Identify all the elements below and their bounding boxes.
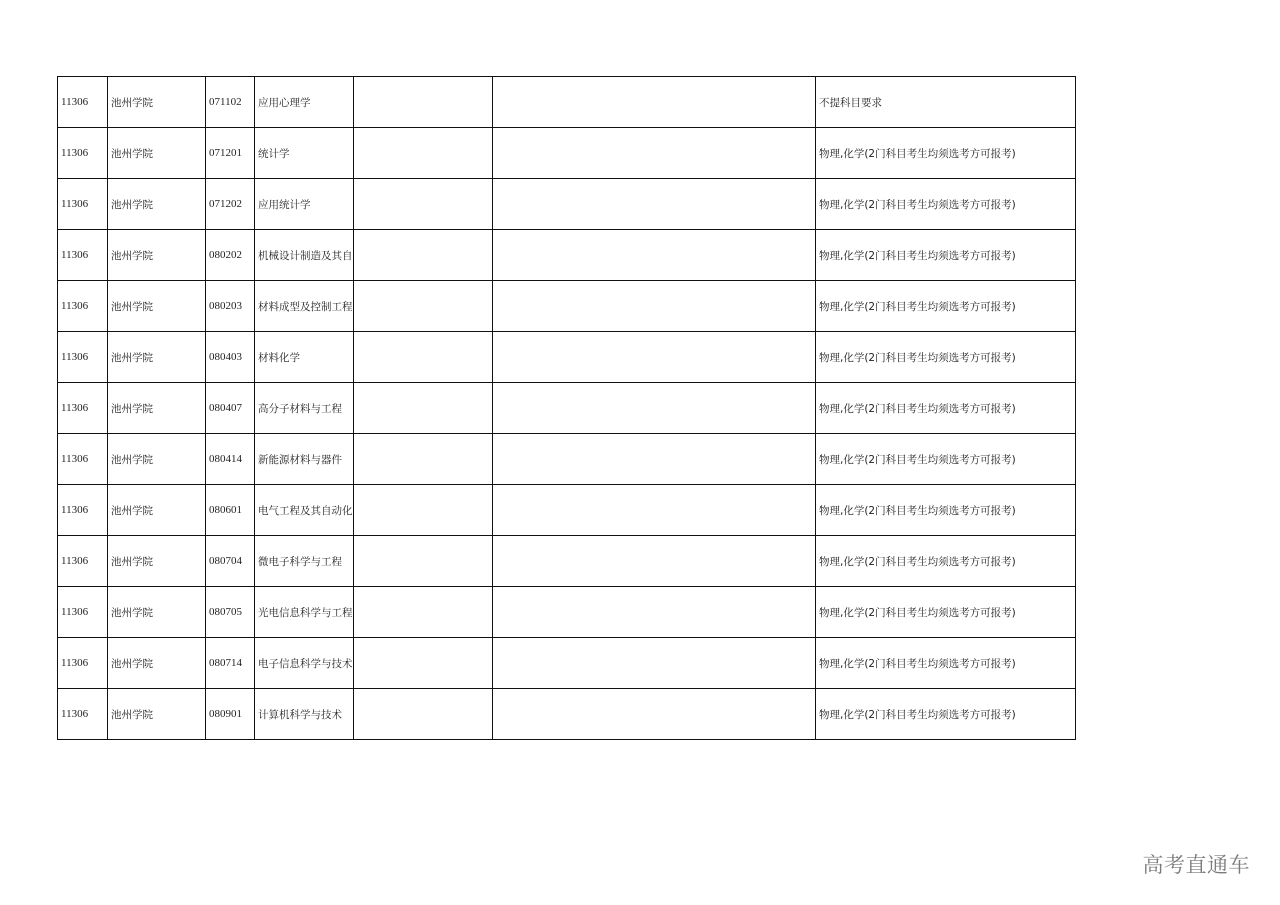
major-name-cell: 材料化学 (255, 332, 354, 383)
empty-cell (493, 128, 816, 179)
empty-cell (493, 536, 816, 587)
empty-cell (354, 383, 493, 434)
empty-cell (493, 485, 816, 536)
subject-requirement-cell: 物理,化学(2门科目考生均须选考方可报考) (816, 689, 1076, 740)
empty-cell (493, 230, 816, 281)
major-code-cell: 080705 (206, 587, 255, 638)
subject-requirement-cell: 不提科目要求 (816, 77, 1076, 128)
school-name-cell: 池州学院 (108, 383, 206, 434)
major-code-cell: 080901 (206, 689, 255, 740)
subject-requirement-cell: 物理,化学(2门科目考生均须选考方可报考) (816, 383, 1076, 434)
table-row (58, 485, 1076, 536)
empty-cell (354, 179, 493, 230)
major-code-cell: 080601 (206, 485, 255, 536)
major-name-cell: 光电信息科学与工程 (255, 587, 354, 638)
subject-requirement-cell: 物理,化学(2门科目考生均须选考方可报考) (816, 281, 1076, 332)
school-code-cell: 11306 (58, 587, 108, 638)
major-code-cell: 080203 (206, 281, 255, 332)
school-code-cell: 11306 (58, 434, 108, 485)
subject-requirement-cell: 物理,化学(2门科目考生均须选考方可报考) (816, 485, 1076, 536)
empty-cell (493, 179, 816, 230)
table-row (58, 128, 1076, 179)
empty-cell (354, 485, 493, 536)
table-row (58, 434, 1076, 485)
subject-requirement-cell: 物理,化学(2门科目考生均须选考方可报考) (816, 179, 1076, 230)
major-code-cell: 080202 (206, 230, 255, 281)
major-code-cell: 080714 (206, 638, 255, 689)
empty-cell (354, 587, 493, 638)
empty-cell (354, 128, 493, 179)
school-code-cell: 11306 (58, 128, 108, 179)
empty-cell (354, 638, 493, 689)
major-code-cell: 080414 (206, 434, 255, 485)
empty-cell (354, 230, 493, 281)
school-code-cell: 11306 (58, 230, 108, 281)
major-code-cell: 080407 (206, 383, 255, 434)
subject-requirement-cell: 物理,化学(2门科目考生均须选考方可报考) (816, 230, 1076, 281)
school-name-cell: 池州学院 (108, 128, 206, 179)
empty-cell (493, 587, 816, 638)
table-row (58, 179, 1076, 230)
school-code-cell: 11306 (58, 281, 108, 332)
table-row (58, 383, 1076, 434)
school-name-cell: 池州学院 (108, 689, 206, 740)
empty-cell (354, 332, 493, 383)
subject-requirement-cell: 物理,化学(2门科目考生均须选考方可报考) (816, 587, 1076, 638)
major-code-cell: 080704 (206, 536, 255, 587)
table-row (58, 281, 1076, 332)
major-name-cell: 电气工程及其自动化 (255, 485, 354, 536)
major-name-cell: 统计学 (255, 128, 354, 179)
empty-cell (354, 77, 493, 128)
major-name-cell: 机械设计制造及其自 (255, 230, 354, 281)
table-row (58, 587, 1076, 638)
school-name-cell: 池州学院 (108, 77, 206, 128)
school-code-cell: 11306 (58, 383, 108, 434)
subject-requirement-cell: 物理,化学(2门科目考生均须选考方可报考) (816, 434, 1076, 485)
school-code-cell: 11306 (58, 689, 108, 740)
empty-cell (354, 689, 493, 740)
major-name-cell: 微电子科学与工程 (255, 536, 354, 587)
subject-requirement-cell: 物理,化学(2门科目考生均须选考方可报考) (816, 536, 1076, 587)
table-row (58, 536, 1076, 587)
major-name-cell: 电子信息科学与技术 (255, 638, 354, 689)
school-code-cell: 11306 (58, 536, 108, 587)
subject-requirement-cell: 物理,化学(2门科目考生均须选考方可报考) (816, 128, 1076, 179)
table-row (58, 230, 1076, 281)
school-name-cell: 池州学院 (108, 281, 206, 332)
school-name-cell: 池州学院 (108, 332, 206, 383)
major-name-cell: 高分子材料与工程 (255, 383, 354, 434)
school-name-cell: 池州学院 (108, 485, 206, 536)
school-code-cell: 11306 (58, 332, 108, 383)
major-name-cell: 应用心理学 (255, 77, 354, 128)
watermark-text: 高考直通车 (1142, 853, 1250, 877)
empty-cell (354, 434, 493, 485)
school-code-cell: 11306 (58, 638, 108, 689)
empty-cell (493, 638, 816, 689)
school-name-cell: 池州学院 (108, 536, 206, 587)
school-name-cell: 池州学院 (108, 230, 206, 281)
empty-cell (493, 689, 816, 740)
major-code-cell: 071202 (206, 179, 255, 230)
subject-requirement-cell: 物理,化学(2门科目考生均须选考方可报考) (816, 638, 1076, 689)
school-code-cell: 11306 (58, 485, 108, 536)
table-row (58, 689, 1076, 740)
empty-cell (493, 77, 816, 128)
table-row (58, 332, 1076, 383)
table-body (58, 77, 1076, 740)
major-name-cell: 计算机科学与技术 (255, 689, 354, 740)
subject-requirement-cell: 物理,化学(2门科目考生均须选考方可报考) (816, 332, 1076, 383)
major-code-cell: 080403 (206, 332, 255, 383)
table-row (58, 77, 1076, 128)
major-code-cell: 071201 (206, 128, 255, 179)
major-code-cell: 071102 (206, 77, 255, 128)
empty-cell (493, 281, 816, 332)
school-code-cell: 11306 (58, 179, 108, 230)
major-name-cell: 应用统计学 (255, 179, 354, 230)
empty-cell (493, 383, 816, 434)
school-code-cell: 11306 (58, 77, 108, 128)
major-name-cell: 材料成型及控制工程 (255, 281, 354, 332)
table-row (58, 638, 1076, 689)
empty-cell (354, 536, 493, 587)
empty-cell (493, 434, 816, 485)
school-name-cell: 池州学院 (108, 587, 206, 638)
admission-requirements-table (57, 76, 1076, 740)
school-name-cell: 池州学院 (108, 179, 206, 230)
empty-cell (493, 332, 816, 383)
empty-cell (354, 281, 493, 332)
major-name-cell: 新能源材料与器件 (255, 434, 354, 485)
school-name-cell: 池州学院 (108, 638, 206, 689)
school-name-cell: 池州学院 (108, 434, 206, 485)
